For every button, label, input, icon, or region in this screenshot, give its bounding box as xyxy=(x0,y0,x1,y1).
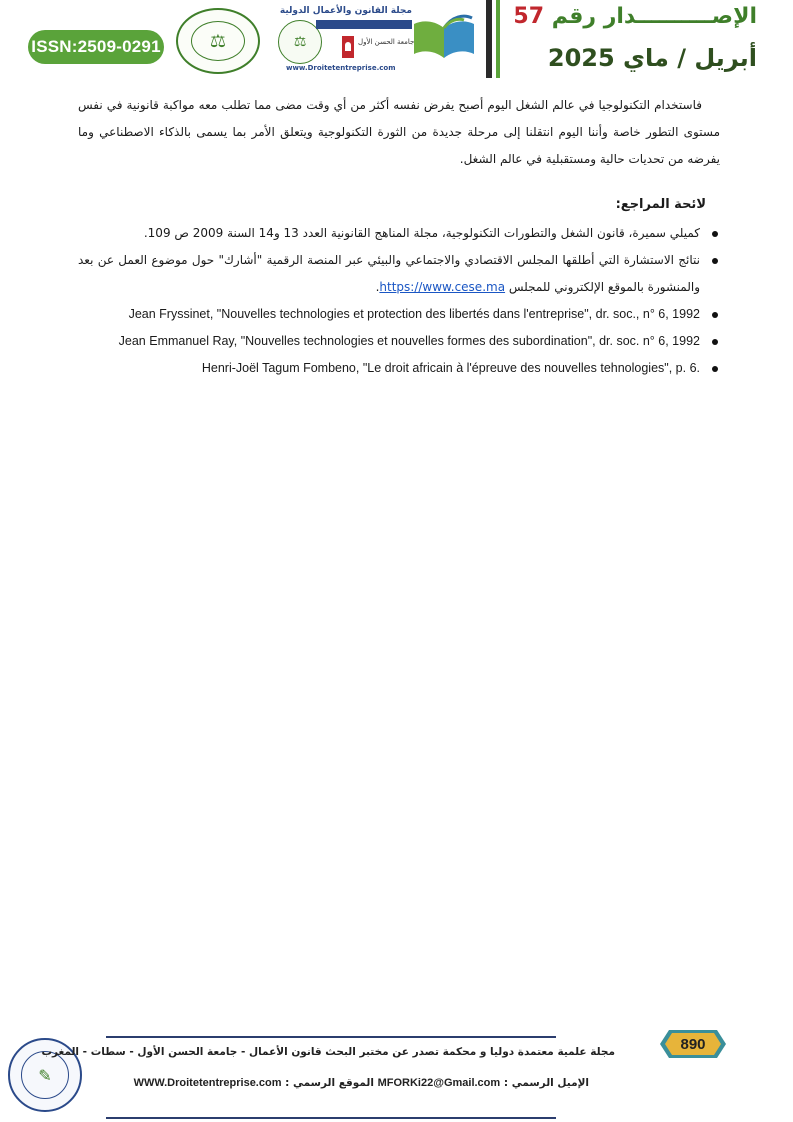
journal-website: www.Droitetentreprise.com xyxy=(286,64,396,72)
reference-text: Jean Emmanuel Ray, "Nouvelles technologies et nouvelles formes des subordination", dr. soc. n° 6, 1992 xyxy=(118,334,700,348)
research-lab-seal xyxy=(176,8,260,74)
journal-mini-logo-icon: ✎ xyxy=(21,1051,69,1099)
bullet-icon xyxy=(712,231,718,237)
university-logo xyxy=(342,34,415,60)
email-label: الإميل الرسمي : xyxy=(503,1077,589,1089)
header-divider xyxy=(486,0,492,78)
reference-item xyxy=(78,328,720,355)
reference-tail: . xyxy=(375,280,380,294)
article-content xyxy=(78,92,720,382)
journal-name: مجلة القانون والأعمال الدولية xyxy=(279,6,412,16)
reference-text: كميلي سميرة، قانون الشغل والتطورات التكنولوجية، مجلة المناهج القانونية العدد 13 و14 السنة 2009 ص 109. xyxy=(143,226,700,240)
footer-journal-description: مجلة علمية معتمدة دوليا و محكمة تصدر عن مختبر البحث قانون الأعمال - جامعة الحسن الأول - سطات - المغرب xyxy=(41,1046,615,1058)
reference-item xyxy=(78,247,720,301)
references-list xyxy=(78,220,720,382)
footer-email[interactable]: MFORKi22@Gmail.com xyxy=(377,1077,501,1089)
body-paragraph: فاستخدام التكنولوجيا في عالم الشغل اليوم أصبح يفرض نفسه أكثر من أي وقت مضى مما تطلب معه مواكبة قانونية في نفس مستوى التطور خاصة وأننا اليوم انتقلنا إلى مرحلة جديدة من الثورة التكنولوجية ويتعلق الأمر بما يسمى بالذكاء الاصطناعي وما يفرضه من تحديات حالية ومستقبلية في عالم الشغل. xyxy=(78,98,720,166)
footer-contact xyxy=(134,1077,589,1089)
bullet-icon xyxy=(712,339,718,345)
journal-subtitle-bar xyxy=(316,20,412,29)
university-name: جامعة الحسن الأول xyxy=(358,38,415,46)
footer-bottom-rule xyxy=(106,1117,556,1119)
issn-badge: ISSN:2509-0291 xyxy=(28,30,164,64)
header-divider-accent xyxy=(496,0,500,78)
site-label: الموقع الرسمي : xyxy=(285,1077,374,1089)
issue-label-text: الإصــــــــــدار رقم xyxy=(551,4,757,29)
issue-number: 57 xyxy=(513,4,545,29)
reference-item xyxy=(78,220,720,247)
university-tower-icon xyxy=(342,36,354,58)
reference-item xyxy=(78,301,720,328)
page-number-badge xyxy=(660,1026,726,1062)
reference-text: Henri-Joël Tagum Fombeno, "Le droit africain à l'épreuve des nouvelles tehnologies", p. 6. xyxy=(201,361,700,375)
bullet-icon xyxy=(712,366,718,372)
bullet-icon xyxy=(712,258,718,264)
scales-icon: ⚖ xyxy=(191,21,245,61)
reference-text: Jean Fryssinet, "Nouvelles technologies et protection des libertés dans l'entreprise", dr. soc., n° 6, 1992 xyxy=(128,307,700,321)
footer-top-rule xyxy=(106,1036,556,1038)
cese-link[interactable]: https://www.cese.ma xyxy=(379,280,506,294)
journal-seal-icon: ⚖ xyxy=(278,20,322,64)
reference-item xyxy=(78,355,720,382)
journal-logo xyxy=(272,6,476,74)
reference-text: نتائج الاستشارة التي أطلقها المجلس الاقتصادي والاجتماعي والبيئي عبر المنصة الرقمية "أشارك" حول موضوع العمل عن بعد والمنشورة بالموقع الإلكتروني للمجلس xyxy=(78,253,700,294)
open-book-icon xyxy=(412,14,476,62)
bullet-icon xyxy=(712,312,718,318)
issue-date: أبريل / ماي 2025 xyxy=(547,44,757,72)
references-title: لائحة المراجع: xyxy=(615,197,706,212)
issue-label xyxy=(513,4,757,29)
footer-website[interactable]: WWW.Droitetentreprise.com xyxy=(133,1077,282,1089)
page-number: 890 xyxy=(680,1035,706,1053)
